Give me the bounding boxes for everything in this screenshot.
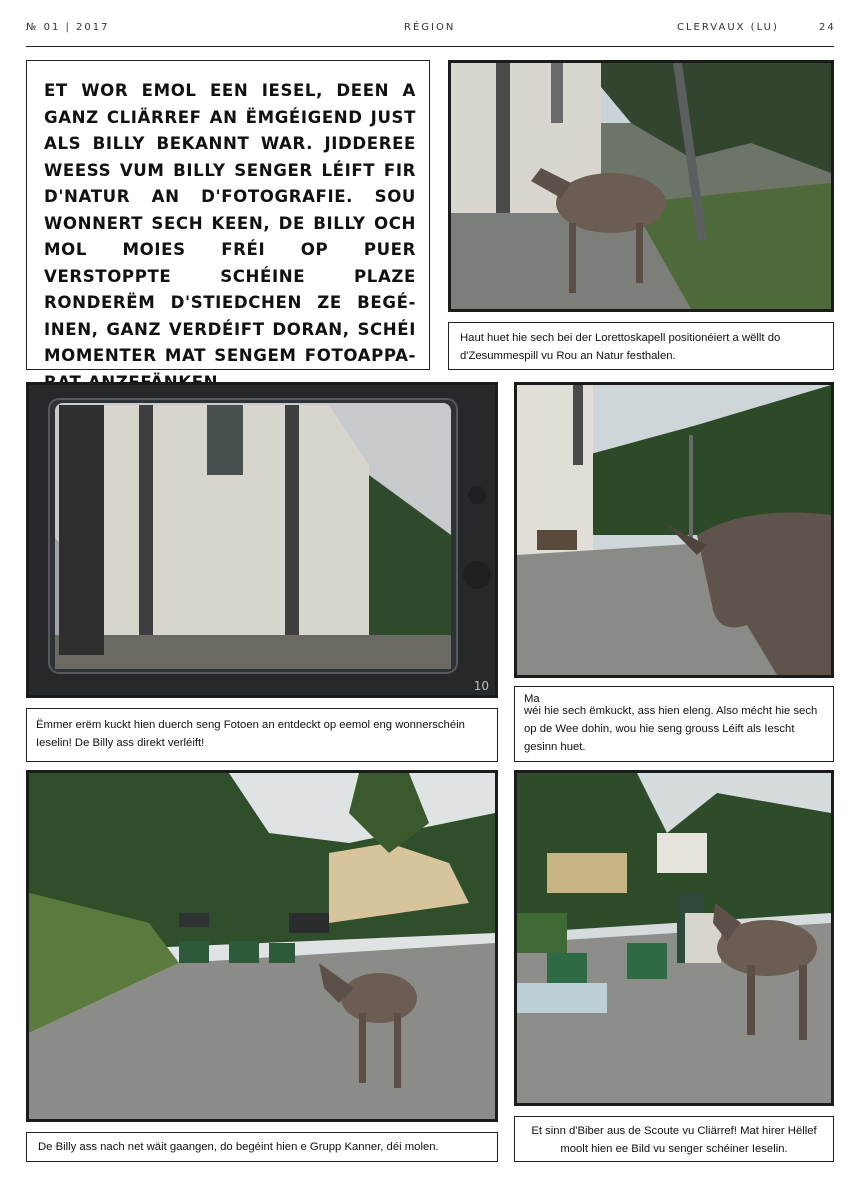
section-label: RÉGION (404, 22, 456, 33)
caption-1: Haut huet hie sech bei der Lorettoskapell positionéiert a wëllt do d'Zesummespill vu Rou an Natur festhalen. (460, 332, 781, 362)
caption-3-label: Ma (524, 693, 540, 705)
page-number: 24 (819, 22, 836, 33)
intro-text: ET WOR EMOL EEN IESEL, DEEN A GANZ CLIÄRREF AN ËMGÉIGEND JUST ALS BILLY BEKANNT WAR. JIDDEREE WEESS VUM BILLY SENGER LÉIFT FIR D'NATUR AN D'FOTOGRAFIE. SOU WONNERT SECH KEEN, DE BILLY OCH MOL MOIES FRÉI OP PUER VERSTOPPTE SCHÉINE PLAZE RONDERËM D'STIEDCHEN ZE BEGÉ-INEN, GANZ VERDÉIFT DORAN, SCHÉI MOMENTER MAT SENGEM FOTOAPPA- (44, 81, 416, 365)
issue-label: № 01 | 2017 (26, 22, 110, 33)
location-label: CLERVAUX (LU) (677, 22, 779, 33)
caption-5: Et sinn d'Biber aus de Scoute vu Cliärref! Mat hirer Hëllef moolt hien ee Bild vu senger schéiner Ieselin. (531, 1125, 817, 1155)
photo-donkey-closeup (514, 382, 834, 678)
caption-2: Ëmmer erëm kuckt hien duerch seng Fotoen an entdeckt op eemol eng wonnerschéin Ieselin! De Billy ass direkt verléift! (36, 719, 465, 749)
photo-donkey-chapel (448, 60, 834, 312)
header-rule (26, 46, 834, 47)
caption-4: De Billy ass nach net wäit gaangen, do begéint hien e Grupp Kanner, déi molen. (38, 1141, 439, 1153)
caption-3: wéi hie sech ëmkuckt, ass hien eleng. Also mécht hie sech op de Wee dohin, wou hie seng grouss Léift als Iescht gesinn huet. (524, 705, 818, 753)
camera-counter: 10 (473, 679, 489, 693)
photo-children-painting (514, 770, 834, 1106)
photo-street-children (26, 770, 498, 1122)
photo-camera-viewfinder (26, 382, 498, 698)
